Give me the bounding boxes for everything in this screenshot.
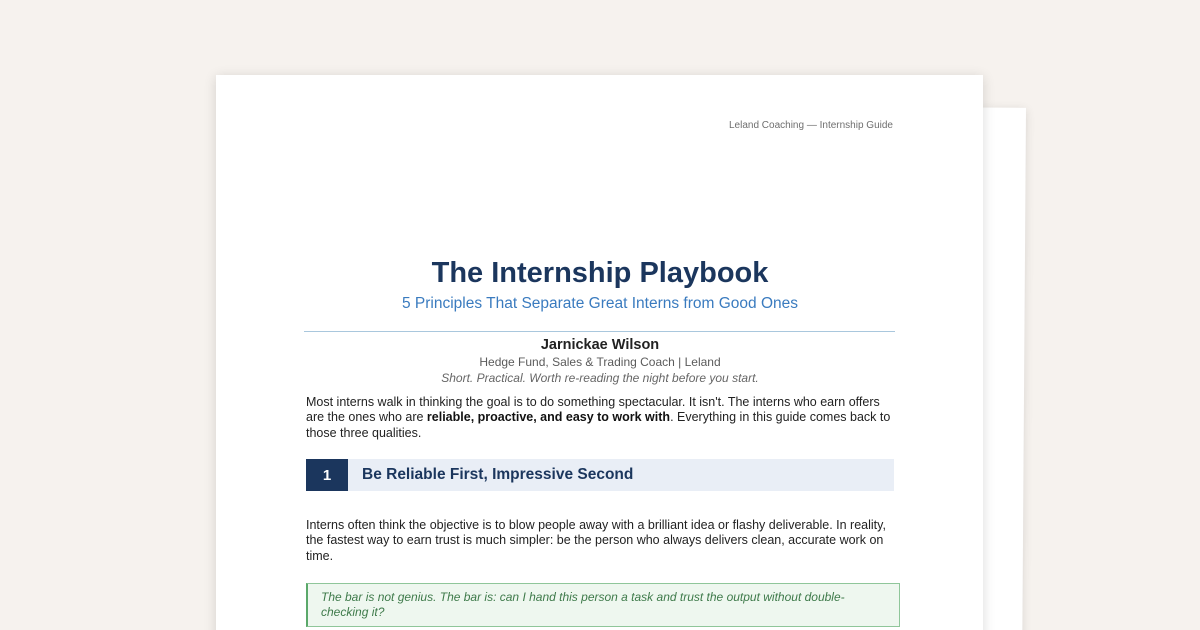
section-title: Be Reliable First, Impressive Second (362, 466, 634, 483)
section-number-badge: 1 (306, 459, 348, 491)
running-header: Leland Coaching — Internship Guide (729, 120, 893, 131)
author-block (306, 334, 894, 386)
title-block (306, 253, 894, 315)
intro-text-end: . Everything in this guide comes back to those three qualities. (306, 410, 891, 440)
author-name: Jarnickae Wilson (540, 337, 660, 353)
document-subtitle: 5 Principles That Separate Great Interns from Good Ones (401, 295, 799, 312)
document-page (216, 75, 983, 630)
section-header (306, 459, 894, 491)
intro-paragraph (306, 395, 894, 441)
intro-bold-text: reliable, proactive, and easy to work with (426, 410, 671, 425)
document-title: The Internship Playbook (431, 257, 769, 289)
title-divider (304, 331, 895, 332)
intro-text-start: Most interns walk in thinking the goal is to do something spectacular. It isn't. The interns who earn offers are the ones who are (306, 395, 880, 425)
author-tagline: Short. Practical. Worth re-reading the night before you start. (441, 371, 759, 385)
section-body-paragraph: Interns often think the objective is to blow people away with a brilliant idea or flashy deliverable. In reality, the fastest way to earn trust is much simpler: be the person who always delivers clean, accurate work on time. (306, 518, 886, 563)
callout-box: The bar is not genius. The bar is: can I hand this person a task and trust the output without double-checking it? (306, 583, 900, 627)
author-role: Hedge Fund, Sales & Trading Coach | Leland (479, 355, 721, 369)
